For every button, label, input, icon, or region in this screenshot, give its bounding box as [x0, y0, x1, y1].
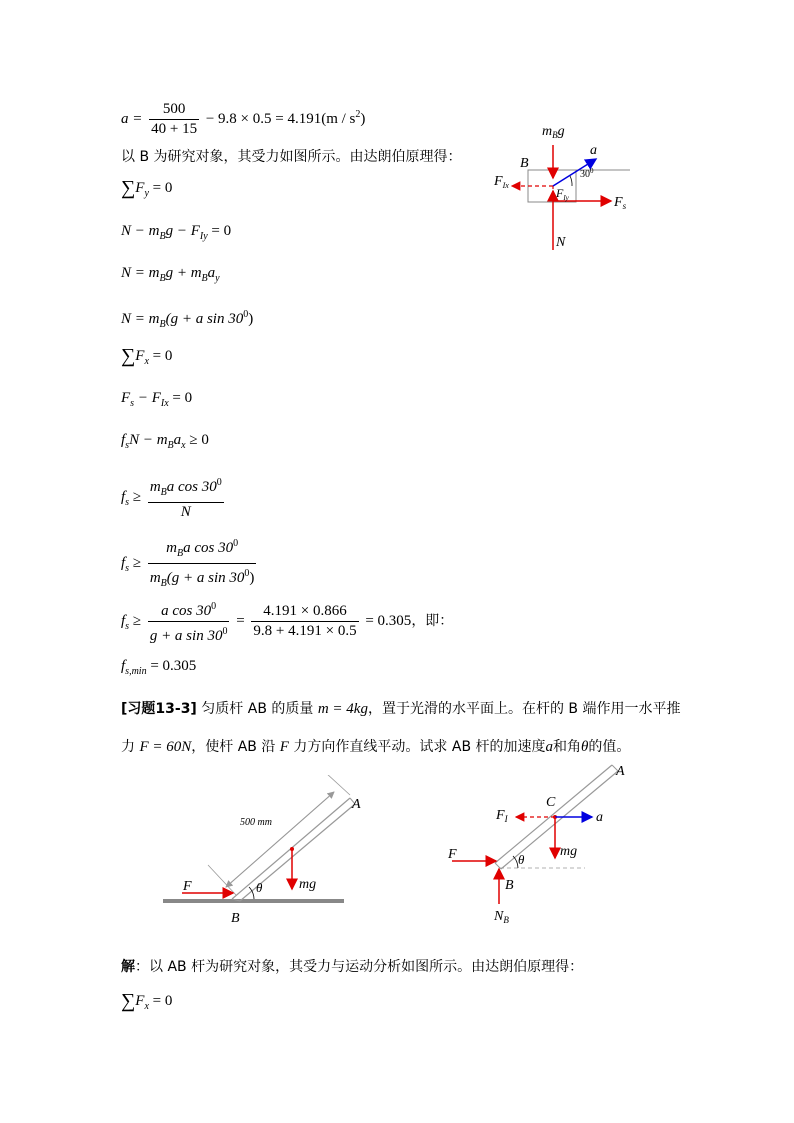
svg-text:F: F: [448, 847, 457, 862]
fraction: $\frac{4.191 \times 0.866}{9.8 + 4.191 \times 0.5}$: [253, 603, 357, 639]
solution-tag: 解: [121, 959, 135, 975]
svg-text:FI: $F_I$: [496, 808, 508, 824]
fraction: $\frac{a \cos 30^0}{g + a \sin 30^0}$: [148, 597, 230, 646]
svg-text:Fs: $F_s$: [614, 195, 627, 211]
equation-8: $f_s$ ≥ $\frac{m_Ba \cos 30^0}{N}$: [121, 473, 227, 522]
equation-9: $f_s$ ≥ $\frac{m_Ba \cos 30^0}{m_B(g + a \sin 30^0)}$: [121, 534, 259, 593]
svg-text:a: a: [590, 143, 597, 158]
equation-6: $F_s - F_{Ix} = 0$: [121, 390, 193, 409]
equation-11: $f_{s,min} = 0.305$: [121, 658, 197, 677]
dimension-ext-a: [326, 775, 350, 795]
equation-7: $f_sN - m_Ba_x \ge 0$: [121, 432, 209, 451]
problem-statement-line1: [习题13-3] 匀质杆 AB 的质量 m = 4kg，置于光滑的水平面上。在杆的 B 端作用一水平推: [121, 701, 681, 717]
svg-text:NB: $N_B$: [494, 909, 509, 925]
svg-text:N: N: [556, 235, 566, 250]
svg-text:B: B: [505, 878, 514, 893]
svg-text:B: B: [231, 911, 240, 926]
figure-rod-setup: [160, 775, 380, 930]
svg-text:a: a: [596, 810, 603, 825]
svg-text:mBg: $m_Bg$: [542, 124, 565, 140]
problem-tag: [习题13-3]: [121, 701, 197, 717]
figure-rod-fbd: [440, 760, 640, 930]
equation-4: $N = m_B(g + a$ $\sin 30^0$): [121, 309, 254, 330]
svg-text:F: F: [183, 879, 192, 894]
dimension-ext-b: [208, 865, 236, 895]
eq-a-lhs: a =: [121, 110, 143, 127]
equation-last: $\sum F_x = 0$: [121, 990, 173, 1012]
equation-3: $N = m_Bg + m_Ba_y$: [121, 265, 220, 284]
intro-paragraph: 以 B 为研究对象，其受力如图所示。由达朗伯原理得：: [121, 149, 462, 165]
equation-acceleration: a = $\frac{500}{40 + 15}$ − $9.8 \times 0.5 = 4.191(m / s^2)$: [121, 101, 366, 137]
ground-surface: [163, 899, 344, 903]
svg-text:500 mm: 500 mm: [240, 817, 272, 828]
equation-sum-fx: $\sum F_x = 0$: [121, 345, 173, 367]
figure-block-b: [490, 115, 650, 260]
svg-text:A: A: [352, 797, 361, 812]
solution-line: 解：以 AB 杆为研究对象，其受力与运动分析如图所示。由达朗伯原理得：: [121, 959, 584, 975]
equation-sum-fy: $\sum F_y = 0$: [121, 177, 173, 199]
svg-text:FIx: $F_{Ix}$: [494, 174, 509, 190]
svg-text:mg: mg: [560, 844, 578, 859]
problem-statement-line2: 力 F = 60N，使杆 AB 沿 F 力方向作直线平动。试求 AB 杆的加速度a和角θ的值。: [121, 739, 631, 755]
fraction: $\frac{500}{40 + 15}$: [151, 101, 198, 137]
fraction: $\frac{m_Ba \cos 30^0}{N}$: [148, 473, 224, 522]
equation-2: $N - m_Bg - F_{Iy} = 0$: [121, 223, 232, 242]
svg-text:mg: mg: [299, 877, 317, 892]
svg-text:A: A: [616, 764, 625, 779]
equation-10: $f_s$ ≥ $\frac{a \cos 30^0}{g + a \sin 30^0}$ = $\frac{4.191 \times 0.866}{9.8 + 4.191 \times 0.5}$ = 0.305，即：: [121, 597, 453, 646]
svg-text:θ: θ: [518, 852, 525, 867]
fraction: $\frac{m_Ba \cos 30^0}{m_B(g + a \sin 30^0)}$: [148, 534, 257, 593]
rod-edge-left: [495, 765, 612, 863]
svg-text:FIy: $F_{Iy}$: [556, 186, 569, 202]
svg-text:θ: θ: [256, 880, 263, 895]
svg-text:B: B: [520, 156, 529, 171]
svg-text:C: C: [546, 795, 556, 810]
svg-text:300: $30^0$: [580, 167, 594, 180]
